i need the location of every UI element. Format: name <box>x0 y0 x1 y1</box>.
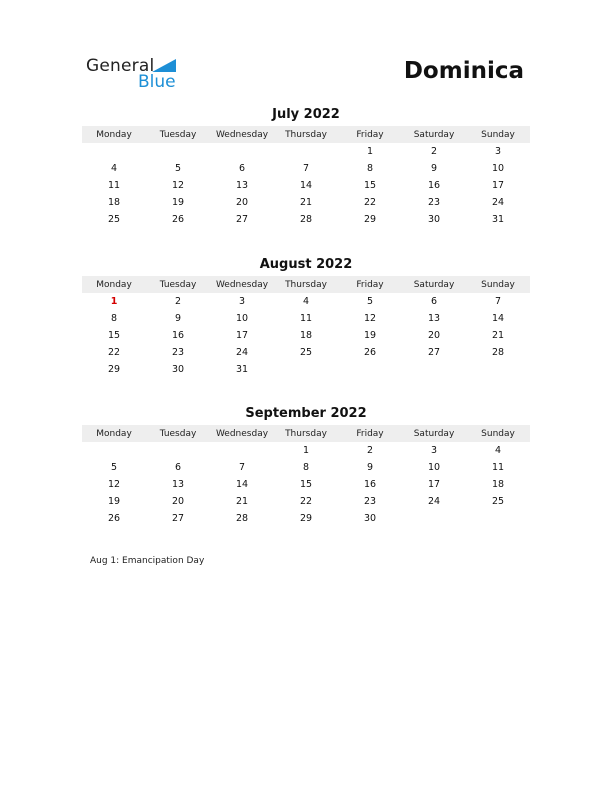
day-cell: 10 <box>235 313 249 324</box>
day-cell: 22 <box>299 496 313 507</box>
day-cell: 11 <box>299 313 313 324</box>
day-cell: 6 <box>238 163 246 174</box>
day-cell: 29 <box>107 364 121 375</box>
day-cell: 14 <box>299 180 313 191</box>
day-cell: 2 <box>366 445 374 456</box>
weekday-label: Sunday <box>481 129 515 140</box>
weekday-label: Saturday <box>413 279 455 290</box>
day-cell: 3 <box>494 146 502 157</box>
weekday-label: Saturday <box>413 428 455 439</box>
day-cell: 19 <box>171 197 185 208</box>
day-cell: 2 <box>430 146 438 157</box>
logo-triangle-icon <box>152 59 176 72</box>
day-cell: 11 <box>107 180 121 191</box>
day-cell: 12 <box>363 313 377 324</box>
month-title: September 2022 <box>245 406 367 421</box>
day-cell: 24 <box>427 496 441 507</box>
week-row <box>82 361 530 378</box>
logo-blue-text: Blue <box>138 72 176 92</box>
brand-logo <box>86 56 196 92</box>
week-row <box>82 344 530 361</box>
day-cell: 21 <box>299 197 313 208</box>
week-row <box>82 160 530 177</box>
day-cell: 25 <box>491 496 505 507</box>
day-cell: 12 <box>171 180 185 191</box>
day-cell: 18 <box>107 197 121 208</box>
day-cell: 26 <box>171 214 185 225</box>
day-cell: 18 <box>491 479 505 490</box>
weekday-label: Tuesday <box>159 279 197 290</box>
day-cell: 7 <box>302 163 310 174</box>
day-cell: 31 <box>235 364 249 375</box>
day-cell: 7 <box>494 296 502 307</box>
day-cell: 28 <box>299 214 313 225</box>
day-cell: 27 <box>427 347 441 358</box>
week-row <box>82 194 530 211</box>
week-row <box>82 510 530 527</box>
holiday-notes <box>90 556 204 566</box>
day-cell: 8 <box>110 313 118 324</box>
day-cell: 5 <box>110 462 118 473</box>
week-row <box>82 493 530 510</box>
day-cell: 28 <box>235 513 249 524</box>
week-row <box>82 442 530 459</box>
day-cell: 18 <box>299 330 313 341</box>
day-cell: 2 <box>174 296 182 307</box>
holiday-note: Aug 1: Emancipation Day <box>90 556 205 566</box>
day-cell: 17 <box>491 180 505 191</box>
week-row <box>82 327 530 344</box>
day-cell: 9 <box>430 163 438 174</box>
month-calendar-august <box>82 256 530 378</box>
day-cell: 22 <box>107 347 121 358</box>
day-cell: 26 <box>363 347 377 358</box>
month-title: July 2022 <box>272 107 340 122</box>
day-cell: 9 <box>366 462 374 473</box>
day-cell: 16 <box>363 479 377 490</box>
day-cell: 4 <box>302 296 310 307</box>
day-cell: 10 <box>491 163 505 174</box>
day-cell: 20 <box>235 197 249 208</box>
day-cell: 1 <box>302 445 310 456</box>
day-cell: 28 <box>491 347 505 358</box>
day-cell: 19 <box>363 330 377 341</box>
week-row <box>82 459 530 476</box>
day-cell: 24 <box>235 347 249 358</box>
week-row <box>82 476 530 493</box>
day-cell: 17 <box>427 479 441 490</box>
day-cell: 21 <box>235 496 249 507</box>
day-cell: 8 <box>302 462 310 473</box>
weekday-label: Wednesday <box>215 428 269 439</box>
day-cell: 30 <box>363 513 377 524</box>
country-title: Dominica <box>403 58 524 84</box>
day-cell: 16 <box>171 330 185 341</box>
day-cell: 29 <box>363 214 377 225</box>
weekday-label: Wednesday <box>215 129 269 140</box>
weekday-label: Monday <box>96 129 132 140</box>
day-cell: 9 <box>174 313 182 324</box>
day-cell: 10 <box>427 462 441 473</box>
day-cell: 22 <box>363 197 377 208</box>
day-cell: 14 <box>235 479 249 490</box>
day-cell: 7 <box>238 462 246 473</box>
day-cell: 30 <box>171 364 185 375</box>
weekday-label: Friday <box>356 279 384 290</box>
day-cell: 3 <box>430 445 438 456</box>
day-cell: 13 <box>427 313 441 324</box>
day-cell: 23 <box>427 197 441 208</box>
weekday-header-row <box>82 126 530 143</box>
weekday-label: Monday <box>96 279 132 290</box>
day-cell: 5 <box>174 163 182 174</box>
weekday-label: Tuesday <box>159 428 197 439</box>
weekday-label: Monday <box>96 428 132 439</box>
day-cell: 20 <box>171 496 185 507</box>
day-cell: 24 <box>491 197 505 208</box>
day-cell: 13 <box>235 180 249 191</box>
day-cell: 1 <box>366 146 374 157</box>
day-cell: 23 <box>171 347 185 358</box>
weekday-label: Friday <box>356 129 384 140</box>
day-cell: 31 <box>491 214 505 225</box>
day-cell: 15 <box>363 180 377 191</box>
weekday-label: Wednesday <box>215 279 269 290</box>
weekday-label: Tuesday <box>159 129 197 140</box>
day-cell: 16 <box>427 180 441 191</box>
day-cell: 13 <box>171 479 185 490</box>
day-cell: 23 <box>363 496 377 507</box>
weekday-header-row <box>82 425 530 442</box>
day-cell: 27 <box>171 513 185 524</box>
day-cell: 5 <box>366 296 374 307</box>
day-cell: 8 <box>366 163 374 174</box>
day-cell: 14 <box>491 313 505 324</box>
weekday-header-row <box>82 276 530 293</box>
weekday-label: Thursday <box>285 129 327 140</box>
day-cell: 29 <box>299 513 313 524</box>
day-cell: 25 <box>107 214 121 225</box>
week-row <box>82 177 530 194</box>
day-cell: 6 <box>174 462 182 473</box>
week-row <box>82 293 530 310</box>
weekday-label: Thursday <box>285 428 327 439</box>
weekday-label: Friday <box>356 428 384 439</box>
day-cell: 3 <box>238 296 246 307</box>
day-cell: 4 <box>110 163 118 174</box>
day-cell: 4 <box>494 445 502 456</box>
weekday-label: Sunday <box>481 279 515 290</box>
holiday-day-cell: 1 <box>110 296 118 307</box>
day-cell: 15 <box>299 479 313 490</box>
day-cell: 19 <box>107 496 121 507</box>
month-calendar-september <box>82 405 530 527</box>
day-cell: 25 <box>299 347 313 358</box>
weekday-label: Sunday <box>481 428 515 439</box>
month-title: August 2022 <box>259 257 353 272</box>
day-cell: 11 <box>491 462 505 473</box>
day-cell: 12 <box>107 479 121 490</box>
week-row <box>82 211 530 228</box>
day-cell: 30 <box>427 214 441 225</box>
day-cell: 27 <box>235 214 249 225</box>
day-cell: 20 <box>427 330 441 341</box>
weekday-label: Thursday <box>285 279 327 290</box>
weekday-label: Saturday <box>413 129 455 140</box>
day-cell: 15 <box>107 330 121 341</box>
day-cell: 6 <box>430 296 438 307</box>
logo-general-text: General <box>86 56 155 76</box>
day-cell: 26 <box>107 513 121 524</box>
week-row <box>82 310 530 327</box>
day-cell: 17 <box>235 330 249 341</box>
day-cell: 21 <box>491 330 505 341</box>
month-calendar-july <box>82 106 530 228</box>
week-row <box>82 143 530 160</box>
